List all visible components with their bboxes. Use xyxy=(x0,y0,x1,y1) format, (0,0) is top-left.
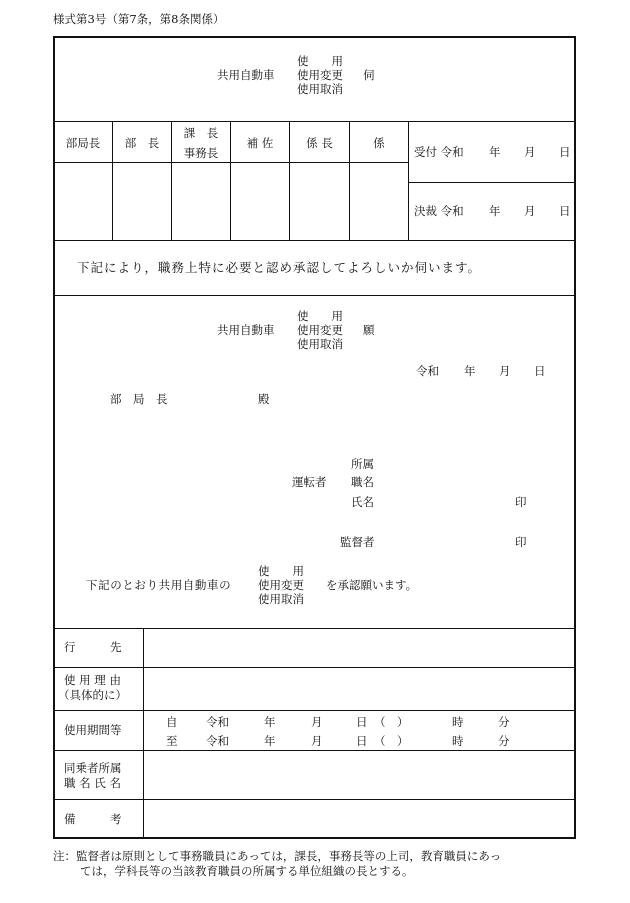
header-kakaricho: 係 長 xyxy=(306,136,333,150)
supervisor-label: 監督者 xyxy=(340,535,375,549)
header-hosa: 補 佐 xyxy=(246,136,274,150)
divider xyxy=(54,121,575,122)
reason-label-1: 使 用 理 由 xyxy=(64,673,121,687)
remarks-label: 備 考 xyxy=(64,812,122,826)
divider xyxy=(54,162,408,163)
divider xyxy=(408,121,409,240)
request-sentence: 下記により，職務上特に必要と認め承認してよろしいか伺います。 xyxy=(77,260,482,275)
header-jimucho: 事務長 xyxy=(183,146,219,160)
reason-label-2: （具体的に） xyxy=(58,688,127,702)
divider xyxy=(54,240,575,241)
divider xyxy=(54,710,575,711)
destination-label: 行 先 xyxy=(64,640,122,654)
divider xyxy=(143,628,144,838)
header-kakari: 係 xyxy=(373,136,385,150)
driver-seal: 印 xyxy=(515,495,527,509)
honorific: 殿 xyxy=(258,392,270,406)
companion-label-2: 職 名 氏 名 xyxy=(64,776,121,790)
header-bucho: 部 長 xyxy=(124,136,160,150)
field-position: 職名 xyxy=(351,475,374,489)
field-name: 氏名 xyxy=(351,495,374,509)
driver-label: 運転者 xyxy=(292,475,327,489)
divider xyxy=(408,182,575,183)
form-reference: 様式第3号（第7条，第8条関係） xyxy=(53,12,225,26)
note-line-2: ては，学科長等の当該教育職員の所属する単位組織の長とする。 xyxy=(80,864,414,878)
divider xyxy=(54,799,575,800)
header-kacho: 課 長 xyxy=(183,126,219,140)
divider xyxy=(54,667,575,668)
note-line-1: 注：監督者は原則として事務職員にあっては，課長，事務長等の上司，教育職員にあっ xyxy=(53,849,502,863)
period-label: 使用期間等 xyxy=(64,723,122,737)
companion-label-1: 同乗者所属 xyxy=(64,761,122,775)
divider xyxy=(54,628,575,629)
supervisor-seal: 印 xyxy=(515,535,527,549)
addressee: 部 局 長 xyxy=(110,392,168,406)
divider xyxy=(54,295,575,296)
divider xyxy=(54,750,575,751)
header-bukyokucho: 部局長 xyxy=(65,136,101,150)
field-affiliation: 所属 xyxy=(351,457,374,471)
